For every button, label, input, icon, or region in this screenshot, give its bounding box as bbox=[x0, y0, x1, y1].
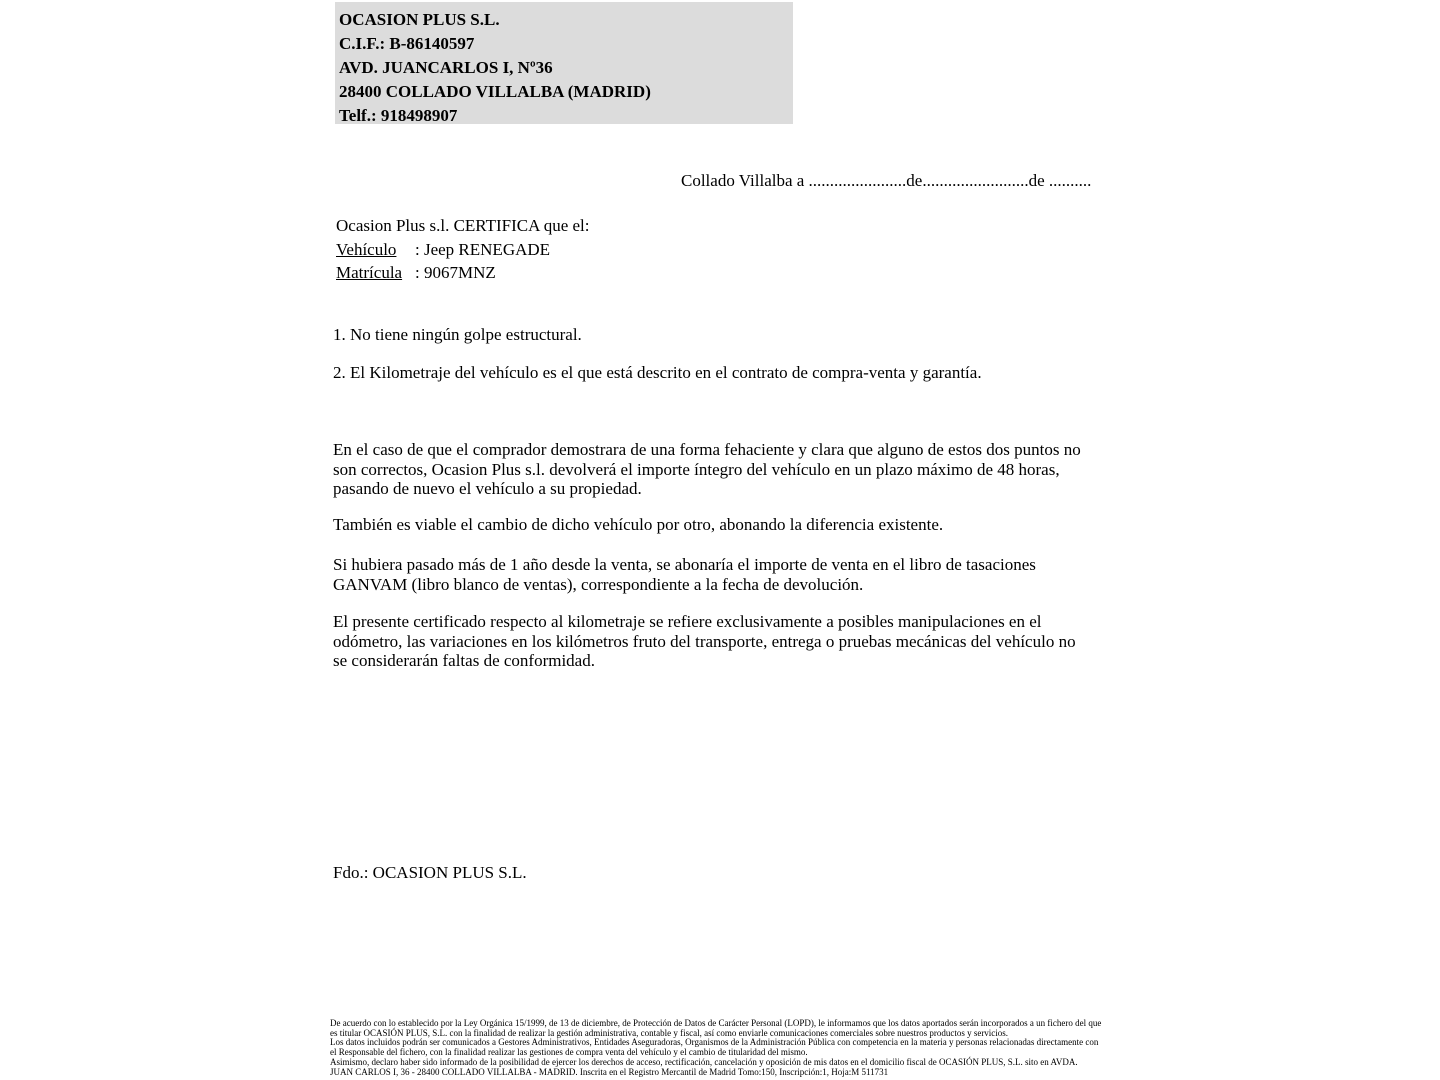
signature-line: Fdo.: OCASION PLUS S.L. bbox=[333, 863, 527, 882]
company-cif: C.I.F.: B-86140597 bbox=[339, 34, 475, 53]
company-name: OCASION PLUS S.L. bbox=[339, 10, 500, 29]
legal-paragraph-rights: Asimismo, declaro haber sido informado de la posibilidad de ejercer los derechos de acceso, rectificación, cancelación y oposición de mis datos en el domicilio fiscal de OCASIÓN PLUS, S.L. sito en AVDA. JUAN CARLOS I, 36 - 28400 COLLADO VILLALBA - MADRID. Inscrita en el Registro Mercantil de Madrid Tomo:150, Inscripción:1, Hoja:M 511731 bbox=[330, 1056, 1078, 1077]
company-address: AVD. JUANCARLOS I, Nº36 bbox=[339, 58, 553, 77]
paragraph-refund-policy: En el caso de que el comprador demostrara de una forma fehaciente y clara que alguno de estos dos puntos no son correctos, Ocasion Plus s.l. devolverá el importe íntegro del vehículo en un plazo máximo de 48 horas, pasando de nuevo el vehículo a su propiedad. bbox=[333, 440, 1081, 498]
company-header-box bbox=[335, 2, 793, 124]
plate-row bbox=[333, 263, 1093, 283]
certificate-point-2: 2. El Kilometraje del vehículo es el que está descrito en el contrato de compra-venta y garantía. bbox=[333, 363, 982, 382]
legal-paragraph-data-sharing: Los datos incluidos podrán ser comunicados a Gestores Administrativos, Entidades Aseguradoras, Organismos de la Administración Pública con competencia en la materia y personas relacionadas directamente con el Responsable del fichero, con la finalidad realizar las gestiones de compra venta del vehículo y el cambio de titularidad del mismo. bbox=[330, 1037, 1099, 1058]
paragraph-exchange-option: También es viable el cambio de dicho vehículo por otro, abonando la diferencia existente. bbox=[333, 515, 944, 534]
date-line: Collado Villalba a .......................de.........................de .......... bbox=[681, 171, 1092, 190]
vehicle-label: Vehículo bbox=[336, 240, 397, 259]
certify-intro: Ocasion Plus s.l. CERTIFICA que el: bbox=[336, 216, 590, 235]
legal-paragraph-lopd: De acuerdo con lo establecido por la Ley Orgánica 15/1999, de 13 de diciembre, de Protección de Datos de Carácter Personal (LOPD), le informamos que los datos aportados serán incorporados a un fichero del que es titular OCASIÓN PLUS, S.L. con la finalidad de realizar la gestión administrativa, contable y fiscal, así como enviarle comunicaciones comerciales sobre nuestros productos y servicios. bbox=[330, 1018, 1102, 1038]
plate-label: Matrícula bbox=[336, 263, 403, 282]
paragraph-ganvam-valuation: Si hubiera pasado más de 1 año desde la venta, se abonaría el importe de venta en el libro de tasaciones GANVAM (libro blanco de ventas), correspondiente a la fecha de devolución. bbox=[333, 555, 1036, 594]
certificate-point-1: 1. No tiene ningún golpe estructural. bbox=[333, 325, 582, 344]
plate-value: : 9067MNZ bbox=[415, 263, 496, 282]
company-city: 28400 COLLADO VILLALBA (MADRID) bbox=[339, 82, 651, 101]
vehicle-row bbox=[333, 240, 1093, 260]
company-phone: Telf.: 918498907 bbox=[339, 106, 458, 125]
legal-footer bbox=[330, 1019, 1102, 1077]
vehicle-value: : Jeep RENEGADE bbox=[415, 240, 551, 259]
paragraph-odometer-disclaimer: El presente certificado respecto al kilometraje se refiere exclusivamente a posibles manipulaciones en el odómetro, las variaciones en los kilómetros fruto del transporte, entrega o pruebas mecánicas del vehículo no se considerarán faltas de conformidad. bbox=[333, 612, 1076, 670]
